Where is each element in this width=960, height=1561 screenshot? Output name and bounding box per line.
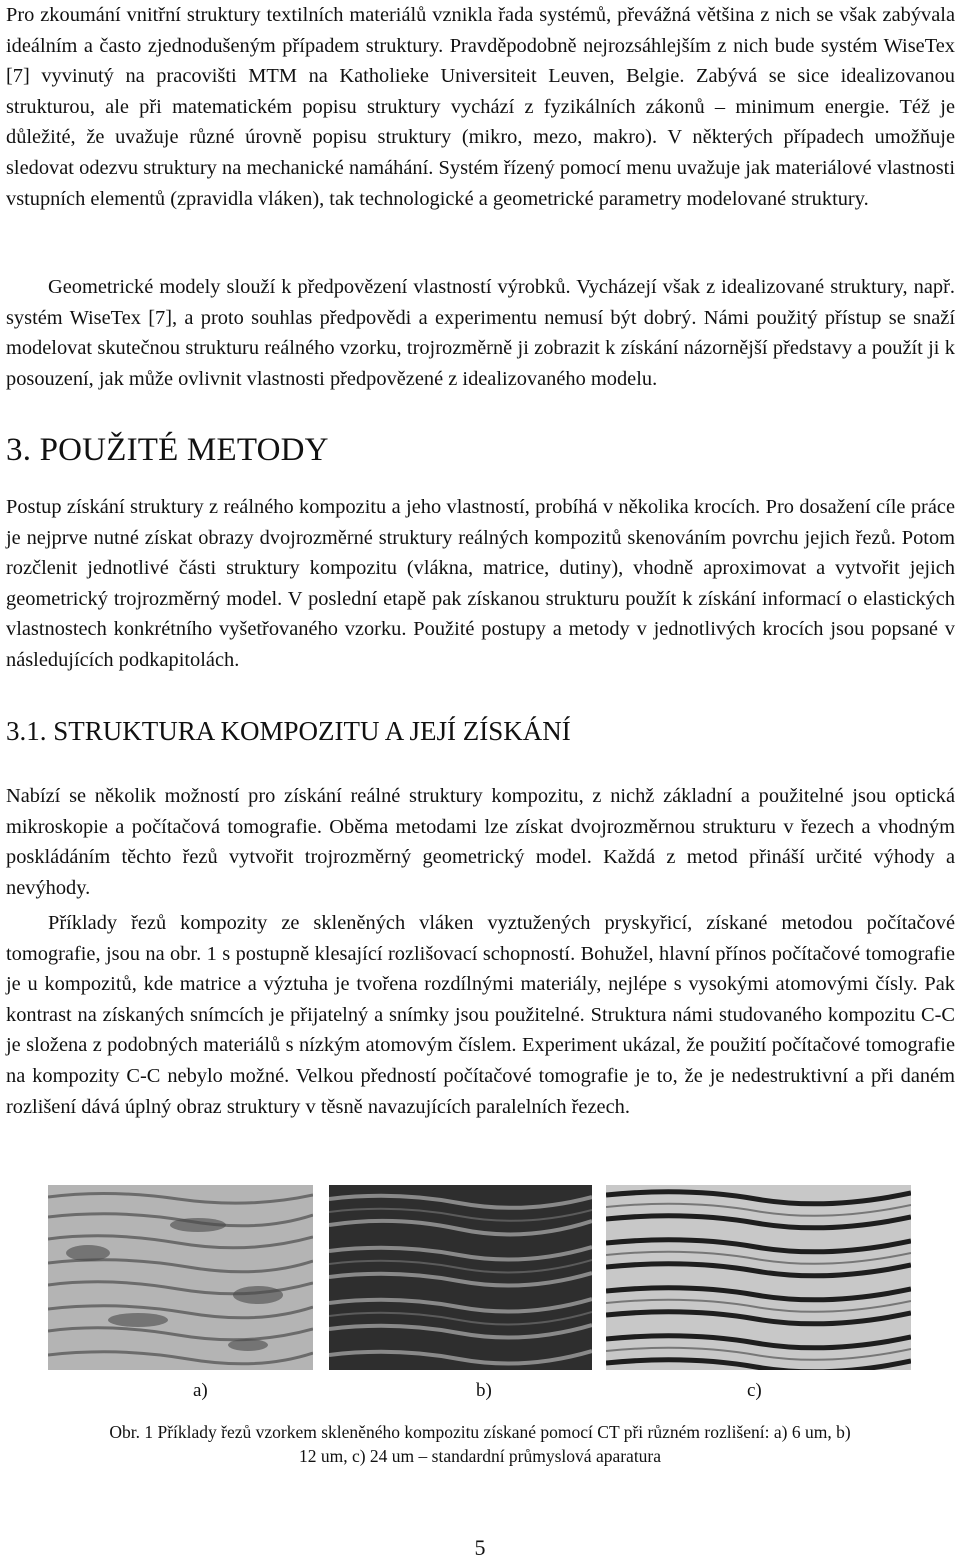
figure-caption bbox=[20, 1420, 940, 1468]
paragraph-procedure: Postup získání struktury z reálného kompozitu a jeho vlastností, probíhá v několika krocích. Pro dosažení cíle práce je nejprve nutné získat obrazy dvojrozměrné struktury reálných kompozitů skenováním povrchu jejich řezů. Potom rozčlenit jednotlivé části struktury kompozitu (vlákna, matrice, dutiny), vhodně aproximovat a vytvořit jejich geometrický trojrozměrný model. V poslední etapě pak získanou strukturu použít k získání informací o elastických vlastnostech konkrétního vyšetřovaného vzorku. Použité postupy a metody v jednotlivých krocích jsou popsané v následujících podkapitolách. bbox=[6, 496, 955, 671]
figure-image-b bbox=[329, 1185, 592, 1370]
paragraph-wisetex: Pro zkoumání vnitřní struktury textilních materiálů vznikla řada systémů, převážná většina z nich se však zabývala ideálním a často zjednodušeným případem struktury. Pravděpodobně nejrozsáhlejším z nich bude systém WiseTex [7] vyvinutý na pracovišti MTM na Katholieke Universiteit Leuven, Belgie. Zabývá se sice idealizovanou strukturou, ale při matematickém popisu struktury vychází z fyzikálních zákonů – minimum energie. Též je důležité, že uvažuje různé úrovně popisu struktury (mikro, mezo, makro). V některých případech umožňuje sledovat odezvu struktury na mechanické namáhání. Systém řízený pomocí menu uvažuje jak materiálové vlastnosti vstupních elementů (zpravidla vláken), tak technologické a geometrické parametry modelované struktury. bbox=[6, 4, 955, 210]
page-number: 5 bbox=[474, 1535, 486, 1560]
figure-label-a: a) bbox=[193, 1380, 208, 1401]
section-heading-methods: 3. POUŽITÉ METODY bbox=[6, 432, 329, 468]
figure-label-c: c) bbox=[747, 1380, 762, 1401]
subsection-heading-structure: 3.1. STRUKTURA KOMPOZITU A JEJÍ ZÍSKÁNÍ bbox=[6, 716, 571, 746]
paragraph-ct-examples: Příklady řezů kompozity ze skleněných vláken vyztužených pryskyřicí, získané metodou počítačové tomografie, jsou na obr. 1 s postupně klesající rozlišovací schopností. Bohužel, hlavní přínos počítačové tomografie je u kompozitů, kde matrice a výztuha je tvořena rozdílnými materiály, nejlépe s vysokými atomovými čísly. Pak kontrast na získaných snímcích je přijatelný a snímky jsou použitelné. Struktura námi studovaného kompozitu C-C je složena z podobných materiálů s nízkým atomovým číslem. Experiment ukázal, že použití počítačové tomografie na kompozity C-C nebylo možné. Velkou předností počítačové tomografie je to, že je nedestruktivní a při daném rozlišení dává úplný obraz struktury v těsně navazujících paralelních řezech. bbox=[6, 912, 955, 1118]
paragraph-methods-options: Nabízí se několik možností pro získání reálné struktury kompozitu, z nichž základní a použitelné jsou optická mikroskopie a počítačová tomografie. Oběma metodami lze získat dvojrozměrnou strukturu v řezech a vhodným poskládáním těchto řezů vytvořit trojrozměrný geometrický model. Každá z metod přináší určité výhody a nevýhody. bbox=[6, 785, 955, 899]
figure-image-a bbox=[48, 1185, 313, 1370]
figure-label-b: b) bbox=[476, 1380, 492, 1401]
figure-image-c bbox=[606, 1185, 911, 1370]
figure-caption-line-1: Obr. 1 Příklady řezů vzorkem skleněného kompozitu získané pomocí CT při různém rozlišení: a) 6 um, b) bbox=[109, 1422, 851, 1442]
paragraph-geometric-models: Geometrické modely slouží k předpovězení vlastností výrobků. Vycházejí však z idealizované struktury, např. systém WiseTex [7], a proto souhlas předpovědi a experimentu nemusí být dobrý. Námi použitý přístup se snaží modelovat skutečnou strukturu reálného vzorku, trojrozměrně ji zobrazit k získání názornější představy a použít ji k posouzení, jak může ovlivnit vlastnosti předpovězené z idealizovaného modelu. bbox=[6, 276, 955, 390]
figure-caption-line-2: 12 um, c) 24 um – standardní průmyslová aparatura bbox=[298, 1446, 662, 1466]
